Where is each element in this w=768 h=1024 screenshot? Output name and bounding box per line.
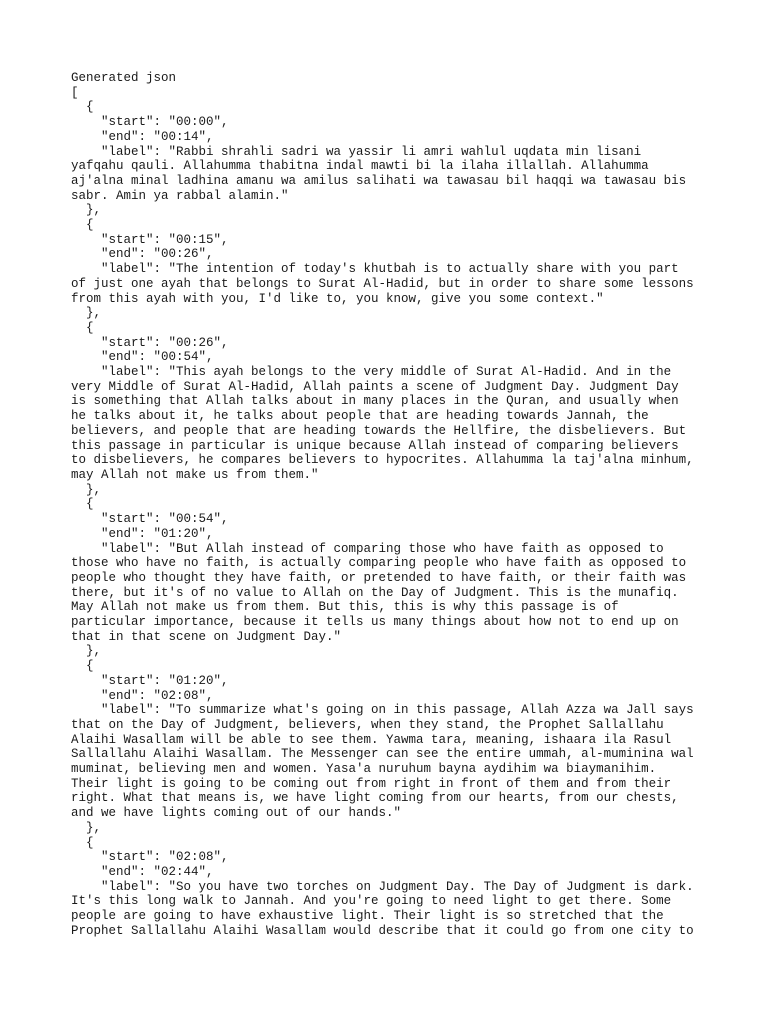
json-text-line: Alaihi Wasallam will be able to see them. Yawma tara, meaning, ishaara ila Rasul — [71, 732, 672, 747]
json-text-line: "start": "02:08", — [71, 850, 229, 865]
json-text-line: this passage in particular is unique because Allah instead of comparing believers — [71, 438, 679, 453]
json-text-line: sabr. Amin ya rabbal alamin." — [71, 188, 289, 203]
json-text-line: "end": "00:14", — [71, 129, 214, 144]
json-text-line: to disbelievers, he compares believers to hypocrites. Allahumma la taj'alna minhum, — [71, 453, 694, 468]
json-text-line: [ — [71, 85, 79, 100]
json-text-line: }, — [71, 644, 102, 659]
json-text-line: believers, and people that are heading towards the Hellfire, the disbelievers. But — [71, 423, 687, 438]
json-text-line: May Allah not make us from them. But this, this is why this passage is of — [71, 600, 619, 615]
json-text-line: people are going to have exhaustive light. Their light is so stretched that the — [71, 909, 664, 924]
json-text-line: "label": "This ayah belongs to the very middle of Surat Al-Hadid. And in the — [71, 365, 672, 380]
json-text-line: "start": "00:15", — [71, 232, 229, 247]
json-text-line: there, but it's of no value to Allah on the Day of Judgment. This is the munafiq. — [71, 585, 679, 600]
json-text-line: }, — [71, 203, 102, 218]
json-text-line: of just one ayah that belongs to Surat Al-Hadid, but in order to share some lessons — [71, 276, 694, 291]
document-page — [71, 71, 711, 938]
json-text-line: "label": "To summarize what's going on in this passage, Allah Azza wa Jall says — [71, 703, 694, 718]
json-text-line: he talks about it, he talks about people that are heading towards Jannah, the — [71, 409, 649, 424]
json-text-line: Their light is going to be coming out from right in front of them and from their — [71, 776, 672, 791]
json-text-line: from this ayah with you, I'd like to, you know, give you some context." — [71, 291, 604, 306]
json-text-line: }, — [71, 482, 102, 497]
json-text-line: may Allah not make us from them." — [71, 467, 319, 482]
json-text-line: "end": "02:44", — [71, 864, 214, 879]
json-text-line: "start": "00:00", — [71, 115, 229, 130]
json-text-line: and we have lights coming out of our hands." — [71, 806, 402, 821]
json-text-line: right. What that means is, we have light coming from our hearts, from our chests, — [71, 791, 679, 806]
json-text-line: { — [71, 218, 94, 233]
json-text-line: "label": "The intention of today's khutbah is to actually share with you part — [71, 262, 679, 277]
json-text-line: { — [71, 320, 94, 335]
json-text-line: }, — [71, 306, 102, 321]
json-text-line: that in that scene on Judgment Day." — [71, 629, 342, 644]
json-text-line: "label": "But Allah instead of comparing those who have faith as opposed to — [71, 541, 664, 556]
json-text-line: "end": "00:54", — [71, 350, 214, 365]
json-text-line: very Middle of Surat Al-Hadid, Allah paints a scene of Judgment Day. Judgment Day — [71, 379, 679, 394]
json-text-line: muminat, believing men and women. Yasa'a nuruhum bayna aydihim wa biaymanihim. — [71, 762, 657, 777]
json-text-line: aj'alna minal ladhina amanu wa amilus salihati wa tawasau bil haqqi wa tawasau bis — [71, 173, 687, 188]
json-text-line: particular importance, because it tells us many things about how not to end up on — [71, 615, 679, 630]
document-heading: Generated json — [71, 71, 177, 85]
json-text-line: "end": "00:26", — [71, 247, 214, 262]
json-text-line: people who thought they have faith, or pretended to have faith, or their faith was — [71, 570, 687, 585]
json-text-line: { — [71, 497, 94, 512]
json-text-line: Prophet Sallallahu Alaihi Wasallam would describe that it could go from one city to — [71, 923, 694, 938]
json-text-line: { — [71, 100, 94, 115]
json-text-line: "end": "02:08", — [71, 688, 214, 703]
json-text-line: Sallallahu Alaihi Wasallam. The Messenger can see the entire ummah, al-muminina wal — [71, 747, 694, 762]
json-text-line: }, — [71, 820, 102, 835]
json-text-line: { — [71, 659, 94, 674]
json-text-line: It's this long walk to Jannah. And you're going to need light to get there. Some — [71, 894, 672, 909]
json-text-line: yafqahu qauli. Allahumma thabitna indal mawti bi la ilaha illallah. Allahumma — [71, 159, 649, 174]
json-text-line: "start": "01:20", — [71, 673, 229, 688]
json-text-line: that on the Day of Judgment, believers, when they stand, the Prophet Sallallahu — [71, 717, 664, 732]
json-text-line: those who have no faith, is actually comparing people who have faith as opposed to — [71, 556, 687, 571]
json-text-line: "start": "00:26", — [71, 335, 229, 350]
json-text-line: "label": "So you have two torches on Judgment Day. The Day of Judgment is dark. — [71, 879, 694, 894]
json-text-line: { — [71, 835, 94, 850]
json-text-line: "start": "00:54", — [71, 512, 229, 527]
json-text-line: is something that Allah talks about in many places in the Quran, and usually when — [71, 394, 679, 409]
json-text-line: "end": "01:20", — [71, 526, 214, 541]
json-text-body — [71, 86, 711, 939]
json-text-line: "label": "Rabbi shrahli sadri wa yassir li amri wahlul uqdata min lisani — [71, 144, 642, 159]
